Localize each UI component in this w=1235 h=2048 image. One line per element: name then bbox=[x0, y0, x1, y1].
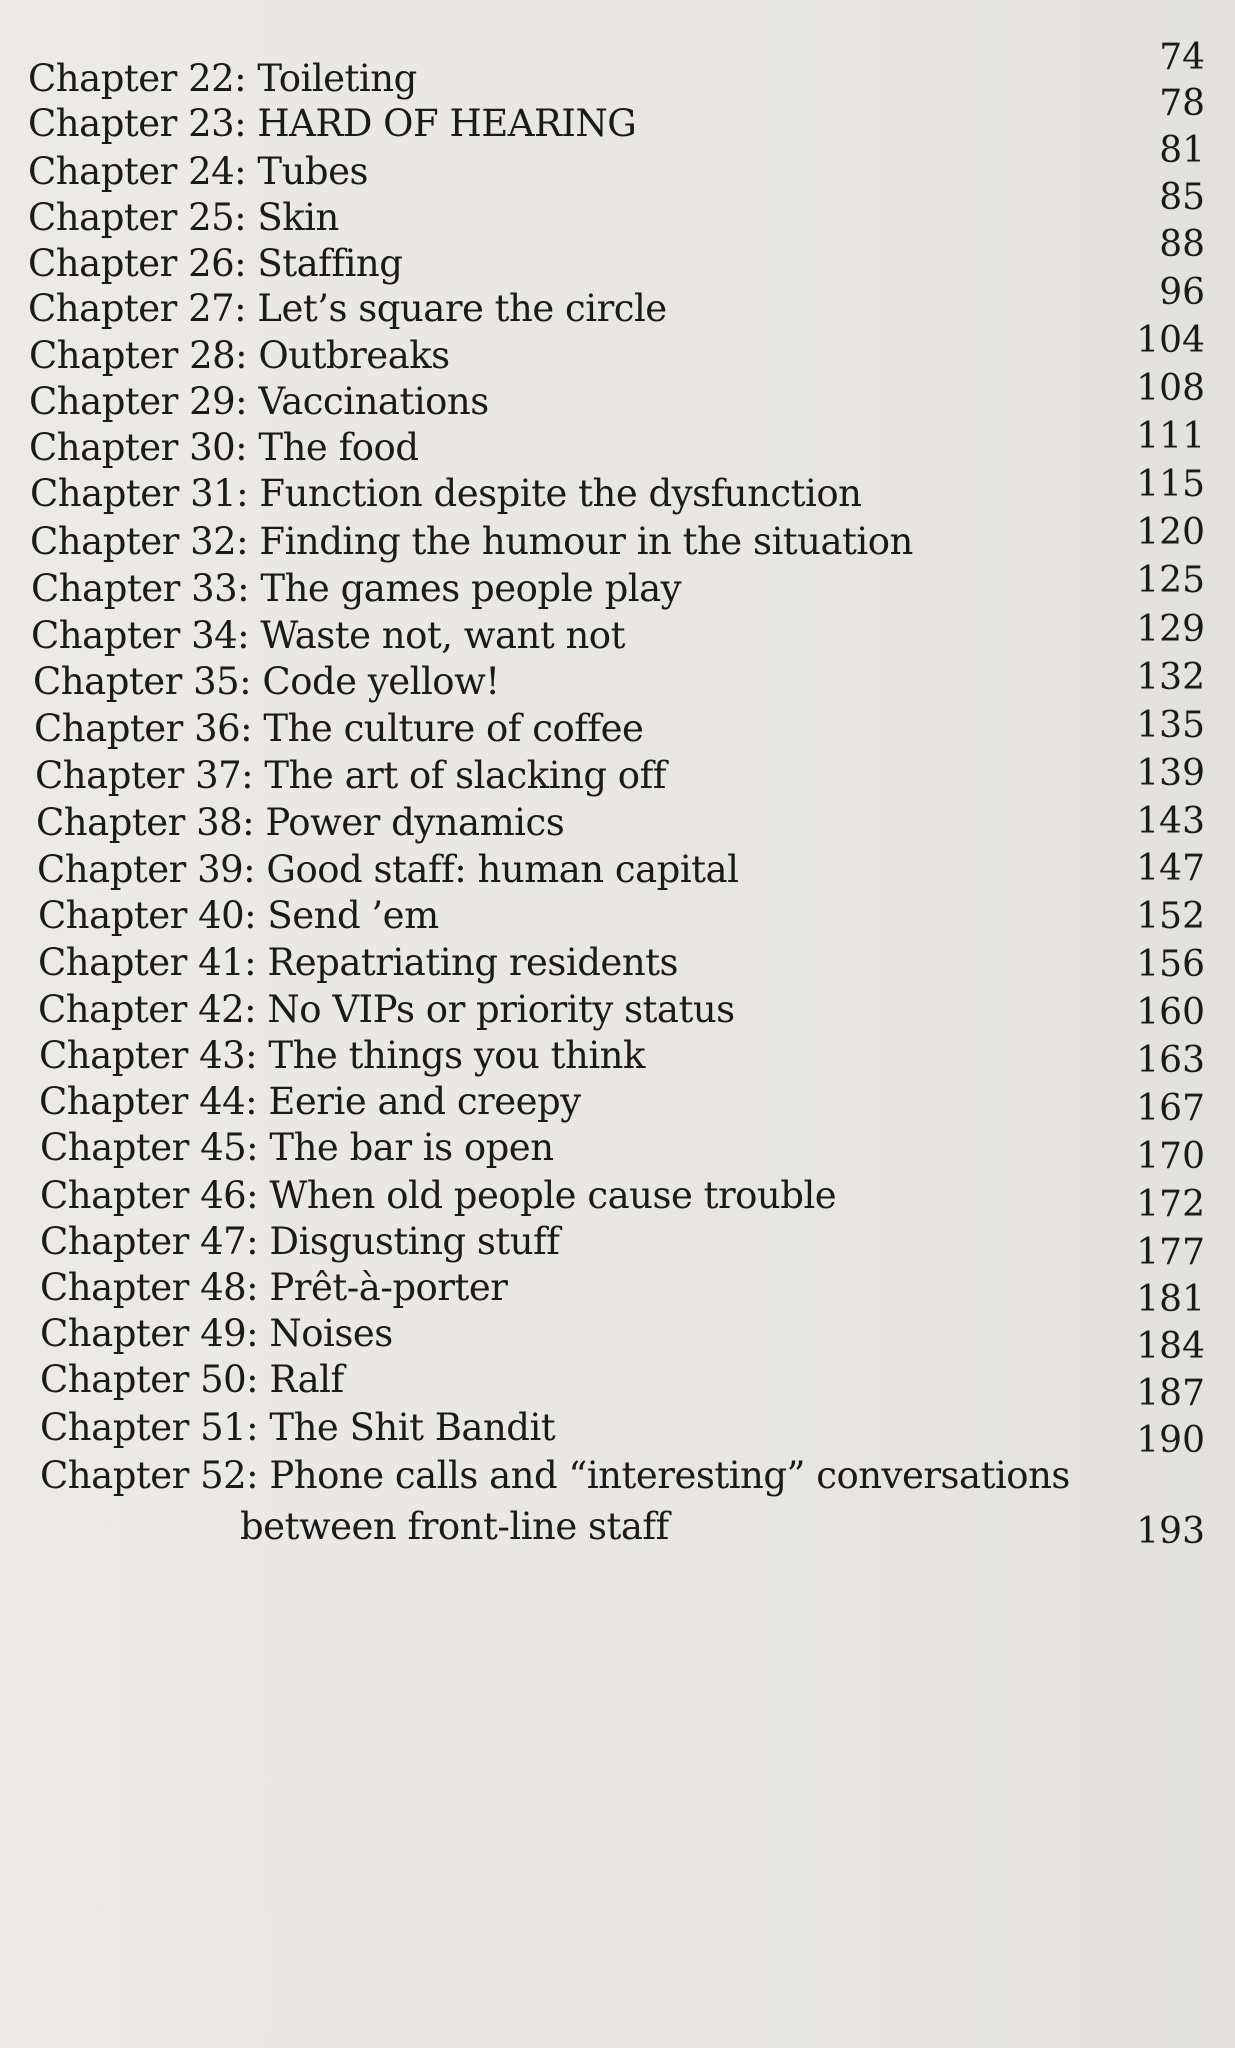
toc-entry-page-number: 172 bbox=[1136, 1184, 1205, 1225]
toc-entry-title: Chapter 50: Ralf bbox=[40, 1358, 344, 1401]
toc-entry-title: Chapter 52: Phone calls and “interesting” conversations bbox=[40, 1454, 1070, 1497]
toc-entry-page-number: 187 bbox=[1136, 1373, 1205, 1414]
toc-entry-title: Chapter 26: Staffing bbox=[28, 242, 403, 285]
toc-entry-page-number: 156 bbox=[1136, 944, 1205, 985]
toc-entry-page-number: 81 bbox=[1159, 130, 1205, 171]
toc-entry-title: Chapter 38: Power dynamics bbox=[36, 801, 565, 844]
toc-entry-page-number: 167 bbox=[1136, 1088, 1205, 1129]
toc-entry-title: Chapter 43: The things you think bbox=[39, 1034, 645, 1077]
toc-entry-page-number: 132 bbox=[1136, 657, 1205, 698]
toc-entry-title: Chapter 23: HARD OF HEARING bbox=[28, 102, 637, 145]
toc-entry-title: Chapter 46: When old people cause trouble bbox=[40, 1174, 837, 1217]
toc-entry-page-number: 170 bbox=[1136, 1136, 1205, 1177]
toc-entry-page-number: 78 bbox=[1159, 83, 1205, 124]
toc-entry-title: Chapter 40: Send ’em bbox=[38, 894, 439, 937]
toc-entry-page-number: 135 bbox=[1136, 705, 1205, 746]
toc-entry-page-number: 184 bbox=[1136, 1326, 1205, 1367]
toc-entry-page-number: 163 bbox=[1136, 1040, 1205, 1081]
toc-entry-page-number: 181 bbox=[1136, 1279, 1205, 1320]
toc-entry-page-number: 143 bbox=[1136, 801, 1205, 842]
toc-entry-title: Chapter 42: No VIPs or priority status bbox=[38, 988, 735, 1031]
toc-entry-page-number: 193 bbox=[1136, 1511, 1205, 1552]
toc-entry-title: Chapter 44: Eerie and creepy bbox=[39, 1080, 581, 1123]
toc-entry-title: Chapter 45: The bar is open bbox=[40, 1126, 554, 1169]
toc-entry-title: Chapter 35: Code yellow! bbox=[33, 660, 500, 703]
toc-entry-title: Chapter 34: Waste not, want not bbox=[31, 614, 625, 657]
toc-entry-title: Chapter 29: Vaccinations bbox=[29, 380, 489, 423]
toc-entry-page-number: 108 bbox=[1136, 368, 1205, 409]
toc-entry-page-number: 139 bbox=[1136, 753, 1205, 794]
toc-entry-title: Chapter 32: Finding the humour in the situation bbox=[30, 520, 913, 563]
toc-entry-title: Chapter 49: Noises bbox=[40, 1312, 393, 1355]
toc-entry-title: Chapter 24: Tubes bbox=[28, 150, 368, 193]
toc-entry-title: Chapter 48: Prêt-à-porter bbox=[40, 1266, 508, 1309]
toc-entry-page-number: 190 bbox=[1136, 1420, 1205, 1461]
toc-entry-page-number: 129 bbox=[1136, 609, 1205, 650]
toc-entry-page-number: 147 bbox=[1136, 848, 1205, 889]
toc-entry-title: Chapter 28: Outbreaks bbox=[29, 334, 450, 377]
toc-entry-title: Chapter 30: The food bbox=[29, 426, 419, 469]
toc-entry-title: Chapter 31: Function despite the dysfunction bbox=[30, 472, 862, 515]
toc-entry-title: Chapter 36: The culture of coffee bbox=[34, 707, 644, 750]
toc-entry-title: Chapter 51: The Shit Bandit bbox=[40, 1406, 556, 1449]
toc-entry-page-number: 111 bbox=[1136, 416, 1205, 457]
toc-entry-page-number: 160 bbox=[1136, 992, 1205, 1033]
toc-entry-title: Chapter 27: Let’s square the circle bbox=[28, 287, 667, 330]
toc-entry-title: Chapter 22: Toileting bbox=[28, 57, 417, 100]
toc-entry-page-number: 115 bbox=[1136, 464, 1205, 505]
toc-entry-title: Chapter 39: Good staff: human capital bbox=[37, 848, 739, 891]
toc-entry-page-number: 74 bbox=[1159, 37, 1205, 78]
toc-entry-title: Chapter 47: Disgusting stuff bbox=[40, 1220, 560, 1263]
toc-entry-page-number: 120 bbox=[1136, 512, 1205, 553]
toc-entry-page-number: 177 bbox=[1136, 1232, 1205, 1273]
toc-entry-page-number: 104 bbox=[1136, 320, 1205, 361]
toc-entry-page-number: 96 bbox=[1159, 272, 1205, 313]
toc-entry-page-number: 152 bbox=[1136, 896, 1205, 937]
toc-entry-title: Chapter 25: Skin bbox=[28, 196, 339, 239]
toc-entry-title: Chapter 37: The art of slacking off bbox=[35, 754, 666, 797]
toc-entry-page-number: 85 bbox=[1159, 177, 1205, 218]
toc-entry-page-number: 88 bbox=[1159, 224, 1205, 265]
toc-entry-title: Chapter 33: The games people play bbox=[31, 567, 682, 610]
toc-entry-title-continued: between front-line staff bbox=[240, 1505, 669, 1548]
toc-entry-title: Chapter 41: Repatriating residents bbox=[38, 941, 679, 984]
toc-entry-page-number: 125 bbox=[1136, 560, 1205, 601]
